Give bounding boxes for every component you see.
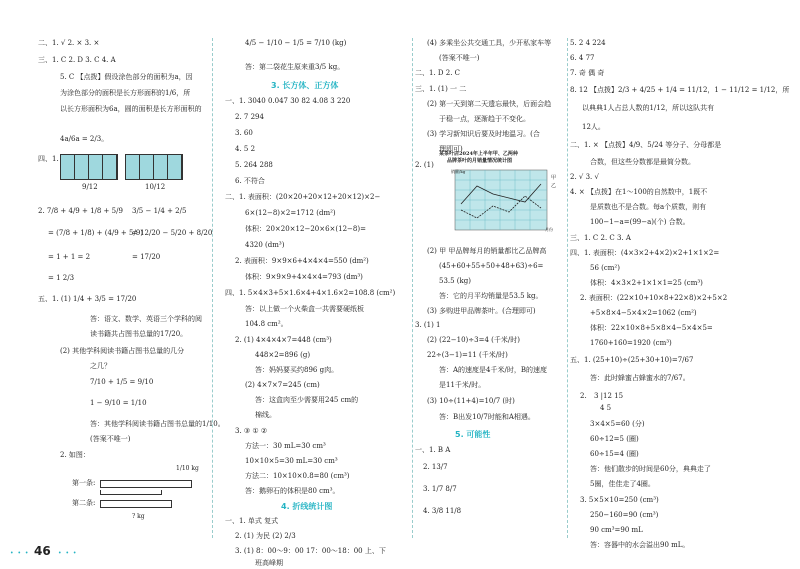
answer-line: 四、1. bbox=[38, 155, 59, 163]
answer-line: 53.5 (kg) bbox=[439, 277, 471, 285]
answer-line: 合数，但这些分数都是最简分数。 bbox=[590, 158, 695, 166]
answer-line: 4. 5 2 bbox=[235, 145, 256, 153]
answer-line: 一、1. 单式 复式 bbox=[225, 517, 279, 525]
answer-line: 一、1. B A bbox=[415, 446, 451, 454]
answer-line: 7. 奇 偶 奇 bbox=[570, 69, 605, 77]
bar-row-2-label: 第二条: bbox=[72, 499, 96, 507]
answer-line: = 1 2/3 bbox=[48, 274, 75, 282]
answer-line: 三、1. C 2. C 3. A bbox=[570, 234, 631, 242]
answer-line: (答案不唯一) bbox=[90, 435, 131, 443]
answer-line: 60÷15=4 (圈) bbox=[590, 450, 639, 458]
chart-title: 某茶叶店2024年上半年甲、乙两种 bbox=[439, 151, 518, 157]
answer-line: 三、1. C 2. D 3. C 4. A bbox=[38, 56, 116, 64]
chart-legend-b: 乙 bbox=[551, 183, 557, 189]
answer-line: 3. 60 bbox=[235, 129, 253, 137]
answer-line: (2) 第一天到第二天遗忘最快，后面会趋 bbox=[427, 100, 552, 108]
answer-line: 5. 2 4 224 bbox=[570, 39, 606, 47]
answer-line: (3) 学习新知识后要及时地温习。(合 bbox=[427, 130, 540, 138]
column-2 bbox=[215, 0, 410, 569]
answer-line: 2. 13/7 bbox=[423, 463, 448, 471]
fraction-grid-left bbox=[60, 154, 118, 180]
answer-line: (3) 10÷(11+4)=10/7 (时) bbox=[427, 397, 515, 405]
answer-line: 2. (1) 4×4×4×7=448 (cm³) bbox=[235, 336, 332, 344]
answer-line: 班高峰期 bbox=[255, 559, 283, 567]
answer-line: 读书籍共占图书总量的17/20。 bbox=[90, 330, 188, 338]
answer-line: 答：他们散步的时间是60分，典典走了 bbox=[590, 465, 711, 473]
bar-row-2 bbox=[100, 500, 172, 508]
grid-caption-left: 9/12 bbox=[82, 183, 98, 191]
answer-line: = (7/8 + 1/8) + (4/9 + 5/9) bbox=[48, 229, 144, 237]
answer-line: 1 − 9/10 = 1/10 bbox=[90, 399, 147, 407]
ruler-bottom: 4 5 bbox=[600, 404, 612, 412]
answer-line: 二、1. 表面积：(20×20+20×12+20×12)×2− bbox=[225, 193, 381, 201]
bar-label-a: 1/10 kg bbox=[176, 465, 199, 472]
answer-line: (答案不唯一) bbox=[439, 54, 480, 62]
chart-x-unit: 月份 bbox=[545, 227, 553, 232]
answer-line: 1760+160=1920 (cm³) bbox=[590, 339, 672, 347]
answer-line: 答：第二袋花生原来重3/5 kg。 bbox=[245, 63, 345, 71]
answer-line: (2) 4×7×7=245 (cm) bbox=[245, 381, 320, 389]
page-number-dots-left: • • • bbox=[10, 550, 30, 557]
answer-line: 6. 不符合 bbox=[235, 177, 265, 185]
answer-line: 2. 表面积：(22×10+10×8+22×8)×2+5×2 bbox=[580, 294, 728, 302]
answer-line: 3. ③ ① ② bbox=[235, 427, 268, 435]
section-heading: 5. 可能性 bbox=[455, 430, 491, 439]
answer-line: 2. bbox=[580, 392, 587, 400]
answer-line: 2. 如图： bbox=[60, 451, 90, 459]
answer-line: 二、1. × 【点拨】4/9、5/24 等分子、分母都是 bbox=[570, 141, 722, 149]
answer-line: 方法二：10×10×0.8=80 (cm³) bbox=[245, 472, 350, 480]
bar-row-1 bbox=[100, 480, 192, 488]
ruler-top: 3 |12 15 bbox=[594, 392, 624, 400]
answer-line: 三、1. (1) 一 二 bbox=[415, 85, 467, 93]
answer-line: 12人。 bbox=[582, 123, 605, 131]
answer-line: 二、1. D 2. C bbox=[415, 69, 461, 77]
answer-line: 答：此时蜂蜜占蜂蜜水的7/67。 bbox=[590, 374, 690, 382]
section-heading: 4. 折线统计图 bbox=[281, 502, 333, 511]
answer-line: 90 cm³=90 mL bbox=[590, 526, 643, 534]
column-1 bbox=[0, 0, 225, 569]
answer-line: 2. (1) 为民 (2) 2/3 bbox=[235, 532, 296, 540]
answer-line: 5. C 【点拨】假设涂色部分的面积为a，因 bbox=[60, 73, 193, 81]
answer-line: 3. (1) 8：00～9：00 17：00～18：00 上、下 bbox=[235, 547, 386, 555]
answer-line: 理即可) bbox=[439, 145, 463, 153]
answer-line: 104.8 cm²。 bbox=[245, 320, 288, 328]
answer-line: 4a/6a = 2/3。 bbox=[60, 135, 109, 143]
answer-line: = 17/20 bbox=[132, 253, 161, 261]
answer-line: 答：这盒肉至少需要用245 cm的 bbox=[255, 396, 359, 404]
answer-line: 一、1. 3040 0.047 30 82 4.08 3 220 bbox=[225, 97, 351, 105]
answer-line: 于稳一点，逐渐趋于不变化。 bbox=[439, 115, 530, 123]
answer-line: 4320 (dm³) bbox=[245, 241, 285, 249]
answer-line: 答：B出发10/7时能和A相遇。 bbox=[439, 413, 535, 421]
answer-line: (45+60+55+50+48+63)÷6= bbox=[439, 262, 544, 270]
answer-line: 答：其他学科阅读书籍占图书总量的1/10。 bbox=[90, 420, 225, 428]
column-4 bbox=[570, 0, 795, 569]
answer-line: 60÷12=5 (圈) bbox=[590, 435, 639, 443]
answer-line: 四、1. 5×4×3+5×1.6×4+4×1.6×2=108.8 (cm²) bbox=[225, 289, 396, 297]
answer-line: 答：语文、数学、英语三个学科的阅 bbox=[90, 315, 202, 323]
answer-line: 答：容器中的水会溢出90 mL。 bbox=[590, 541, 690, 549]
answer-line: 以长方形面积为6a，圆的面积是长方形面积的 bbox=[60, 105, 202, 113]
answer-line: 7/10 + 1/5 = 9/10 bbox=[90, 378, 154, 386]
answer-line: 之几？ bbox=[90, 362, 111, 370]
answer-line: 棉线。 bbox=[255, 411, 276, 419]
answer-line: 3. (1) 1 bbox=[415, 321, 441, 329]
answer-line: (2) (22−10)÷3=4 (千米/时) bbox=[427, 336, 520, 344]
answer-line: 体积：4×3×2+1×1×1=25 (cm³) bbox=[590, 279, 703, 287]
answer-line: 五、1. (1) 1/4 + 3/5 = 17/20 bbox=[38, 295, 137, 303]
answer-line: (2) 甲 甲品牌每月的销量都比乙品牌高 bbox=[427, 247, 547, 255]
chart-y-unit: 销量/kg bbox=[451, 169, 466, 174]
answer-line: 以典典1人占总人数的1/12，所以这队共有 bbox=[582, 104, 715, 112]
answer-line: 100−1−a=(99−a)(个) 合数。 bbox=[590, 218, 690, 226]
page-number-dots-right: • • • bbox=[58, 550, 78, 557]
answer-line: 答：妈妈要买约896 g肉。 bbox=[255, 366, 339, 374]
answer-line: 4. 3/8 11/8 bbox=[423, 507, 462, 515]
answer-line: 体积：9×9×9+4×4×4=793 (dm³) bbox=[245, 273, 363, 281]
answer-line: 250−160=90 (cm³) bbox=[590, 511, 659, 519]
answer-line: = 1 + 1 = 2 bbox=[48, 253, 91, 261]
answer-line: 3. 1/7 8/7 bbox=[423, 485, 457, 493]
answer-line: 2. 7/8 + 4/9 + 1/8 + 5/9 bbox=[38, 207, 123, 215]
section-heading: 3. 长方体、正方体 bbox=[271, 81, 339, 90]
answer-line: 为涂色部分的面积是长方形面积的1/6，所 bbox=[60, 89, 191, 97]
line-chart bbox=[433, 152, 563, 238]
answer-line: 10×10×5=30 mL=30 cm³ bbox=[245, 457, 338, 465]
chart-legend-a: 甲 bbox=[551, 175, 557, 181]
chart-title: 品牌茶叶的月销量情况统计图 bbox=[447, 158, 513, 164]
answer-line: 五、1. (25+10)÷(25+30+10)=7/67 bbox=[570, 356, 694, 364]
answer-line: (4) 多乘坐公共交通工具，少开私家车等 bbox=[427, 39, 552, 47]
column-3 bbox=[415, 0, 565, 569]
answer-line: 4. × 【点拨】在1～100的自然数中，1既不 bbox=[570, 188, 708, 196]
answer-line: 448×2=896 (g) bbox=[255, 351, 311, 359]
bar-brace bbox=[100, 490, 162, 495]
bar-diagram bbox=[72, 466, 202, 526]
bar-row-1-label: 第一条: bbox=[72, 479, 96, 487]
answer-line: 答：鹅卵石的体积是80 cm³。 bbox=[245, 487, 340, 495]
answer-line: 是质数也不是合数。每a个质数，则有 bbox=[590, 203, 707, 211]
grid-caption-right: 10/12 bbox=[145, 183, 166, 191]
answer-line: 6×(12−8)×2=1712 (dm²) bbox=[245, 209, 336, 217]
answer-line: 2. (1) bbox=[415, 161, 434, 169]
answer-line: 2. 7 294 bbox=[235, 113, 264, 121]
answer-line: 四、1. 表面积：(4×3×2+4×2)×2+1×1×2= bbox=[570, 249, 720, 257]
answer-line: 56 (cm²) bbox=[590, 264, 620, 272]
answer-line: 5圈，佳佳走了4圈。 bbox=[590, 480, 655, 488]
answer-line: 2. √ 3. √ bbox=[570, 173, 599, 181]
answer-line: 答：以上做一个火柴盒一共需要硬纸板 bbox=[245, 305, 364, 313]
answer-line: 4/5 − 1/10 − 1/5 = 7/10 (kg) bbox=[245, 39, 347, 47]
answer-line: 8. 12 【点拨】2/3 + 4/25 + 1/4 = 11/12，1 − 11/12 = 1/12，所 bbox=[570, 86, 790, 94]
answer-line: 体积：20×20×12−20×6×(12−8)= bbox=[245, 225, 366, 233]
column-divider bbox=[412, 38, 413, 538]
bar-label-b: ? kg bbox=[132, 513, 145, 520]
answer-line: 3×4×5=60 (分) bbox=[590, 420, 645, 428]
answer-line: +5×8×4−5×4×2=1062 (cm²) bbox=[590, 309, 697, 317]
answer-line: 二、1. √ 2. × 3. × bbox=[38, 39, 100, 47]
answer-line: 体积：22×10×8+5×8×4−5×4×5= bbox=[590, 324, 713, 332]
answer-line: = 12/20 − 5/20 + 8/20 bbox=[132, 229, 213, 237]
column-divider bbox=[567, 38, 568, 538]
answer-line: 方法一：30 mL=30 cm³ bbox=[245, 442, 326, 450]
answer-line: 3/5 − 1/4 + 2/5 bbox=[132, 207, 187, 215]
answer-line: 22÷(3−1)=11 (千米/时) bbox=[427, 351, 508, 359]
answer-line: (2) 其他学科阅读书籍占图书总量的几分 bbox=[60, 347, 185, 355]
answer-line: 答：A的速度是4千米/时，B的速度 bbox=[439, 366, 548, 374]
column-divider bbox=[212, 38, 213, 538]
answer-line: 3. 5×5×10=250 (cm³) bbox=[580, 496, 659, 504]
answer-line: 5. 264 288 bbox=[235, 161, 273, 169]
answer-line: (3) 多购进甲品牌茶叶。(合理即可) bbox=[427, 307, 536, 315]
answer-line: 答：它的月平均销量是53.5 kg。 bbox=[439, 292, 543, 300]
fraction-grid-right bbox=[125, 154, 183, 180]
answer-line: 2. 表面积：9×9×6+4×4×4=550 (dm²) bbox=[235, 257, 369, 265]
answer-line: 是11千米/时。 bbox=[439, 381, 486, 389]
page-number: 46 bbox=[34, 544, 51, 558]
answer-line: 6. 4 77 bbox=[570, 54, 595, 62]
